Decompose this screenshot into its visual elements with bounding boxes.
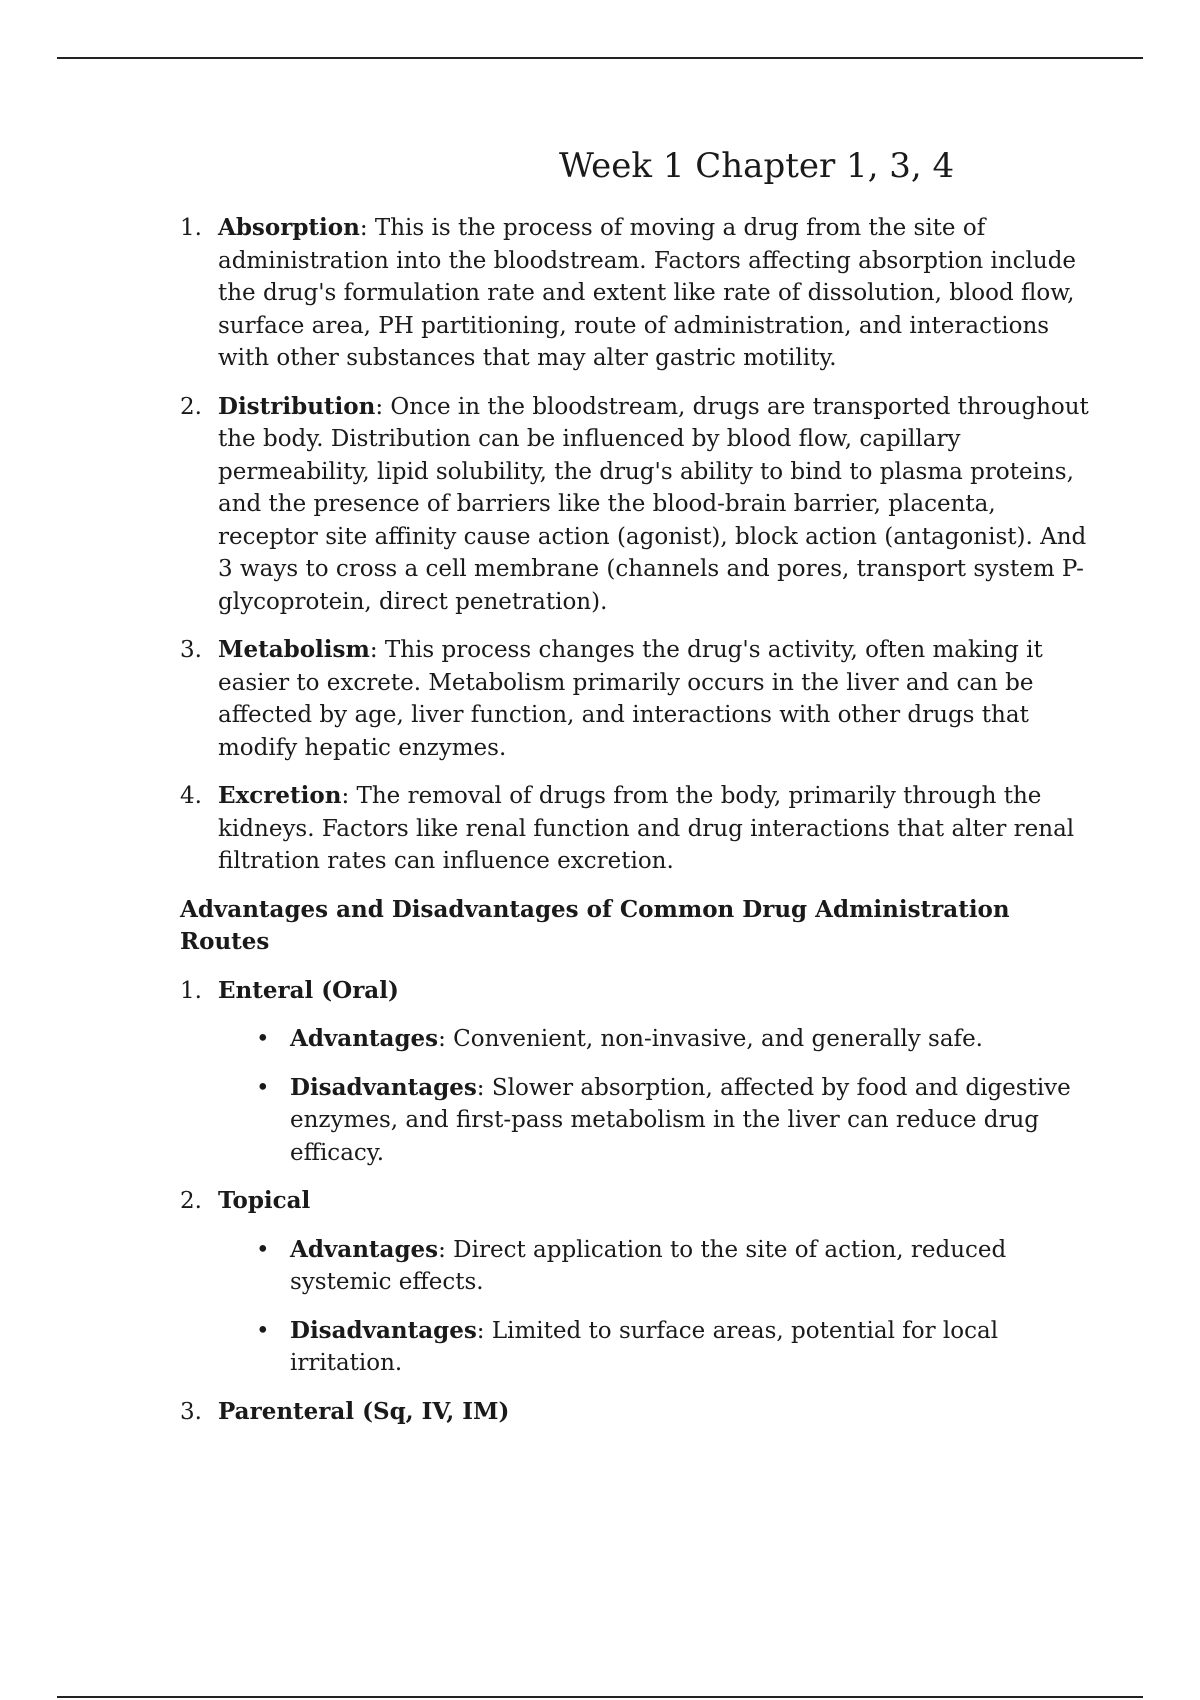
bottom-rule — [57, 1696, 1143, 1698]
definition-metabolism: : This process changes the drug's activity, often making it easier to excrete. Metabolism primarily occurs in the liver and can be affected by age, liver function, and interactions with other drugs that modify hepatic enzymes. — [218, 637, 1043, 761]
bullet-text: : Limited to surface areas, potential for local irritation. — [290, 1317, 999, 1376]
route-item-topical — [180, 1185, 1100, 1380]
list-item-metabolism — [180, 634, 1100, 764]
term-excretion: Excretion — [218, 782, 342, 809]
list-number: 1. — [180, 215, 202, 241]
routes-heading: Advantages and Disadvantages of Common Drug Administration Routes — [180, 895, 1010, 955]
route-title-parenteral: Parenteral (Sq, IV, IM) — [218, 1397, 510, 1425]
routes-list — [180, 975, 1100, 1429]
list-number: 3. — [180, 1398, 202, 1425]
top-rule — [57, 57, 1143, 59]
bullet-label: Disadvantages — [290, 1073, 477, 1101]
definition-absorption: : This is the process of moving a drug from the site of administration into the bloodstream. Factors affecting absorption include the drug's formulation rate and extent like rate of dissolution, blood flow, surface area, PH partitioning, route of administration, and interactions with other substances that may alter gastric motility. — [218, 215, 1077, 371]
bullet-item-disadvantages — [218, 1315, 1100, 1380]
list-item-distribution — [180, 391, 1100, 619]
list-item-excretion — [180, 780, 1100, 878]
term-metabolism: Metabolism — [218, 636, 370, 663]
list-number: 2. — [180, 1188, 202, 1214]
bullet-dot-icon: • — [256, 1026, 270, 1052]
route-item-parenteral — [180, 1396, 1100, 1429]
route-item-enteral — [180, 975, 1100, 1170]
bullet-label: Advantages — [290, 1235, 439, 1263]
list-number: 4. — [180, 783, 202, 809]
pharmacokinetics-list — [180, 212, 1100, 878]
definition-distribution: : Once in the bloodstream, drugs are transported throughout the body. Distribution can be influenced by blood flow, capillary permeability, lipid solubility, the drug's ability to bind to plasma proteins, and the presence of barriers like the blood-brain barrier, placenta, receptor site affinity cause action (agonist), block action (antagonist). And 3 ways to cross a cell membrane (channels and pores, transport system P-glycoprotein, direct penetration). — [218, 393, 1089, 615]
term-distribution: Distribution — [218, 392, 376, 420]
route-title-topical: Topical — [218, 1187, 311, 1214]
bullet-text: : Convenient, non-invasive, and generally safe. — [438, 1026, 983, 1052]
bullet-list — [218, 1234, 1100, 1380]
bullet-item-advantages — [218, 1023, 1100, 1056]
list-item-absorption — [180, 212, 1100, 375]
bullet-dot-icon: • — [256, 1317, 270, 1344]
bullet-list — [218, 1023, 1100, 1169]
definition-excretion: : The removal of drugs from the body, primarily through the kidneys. Factors like renal function and drug interactions that alter renal filtration rates can influence excretion. — [218, 783, 1075, 874]
bullet-text: : Slower absorption, affected by food and digestive enzymes, and first-pass metabolism in the liver can reduce drug efficacy. — [290, 1074, 1071, 1166]
document-page — [180, 138, 1100, 1444]
list-number: 3. — [180, 637, 202, 663]
bullet-label: Disadvantages — [290, 1316, 477, 1344]
bullet-label: Advantages — [290, 1025, 439, 1052]
list-number: 1. — [180, 977, 202, 1004]
bullet-item-advantages — [218, 1234, 1100, 1299]
page-title: Week 1 Chapter 1, 3, 4 — [559, 146, 955, 186]
term-absorption: Absorption — [218, 214, 360, 241]
bullet-dot-icon: • — [256, 1236, 270, 1263]
bullet-text: : Direct application to the site of action, reduced systemic effects. — [290, 1236, 1007, 1295]
list-number: 2. — [180, 393, 202, 420]
bullet-dot-icon: • — [256, 1074, 270, 1101]
bullet-item-disadvantages — [218, 1072, 1100, 1170]
route-title-enteral: Enteral (Oral) — [218, 976, 399, 1004]
